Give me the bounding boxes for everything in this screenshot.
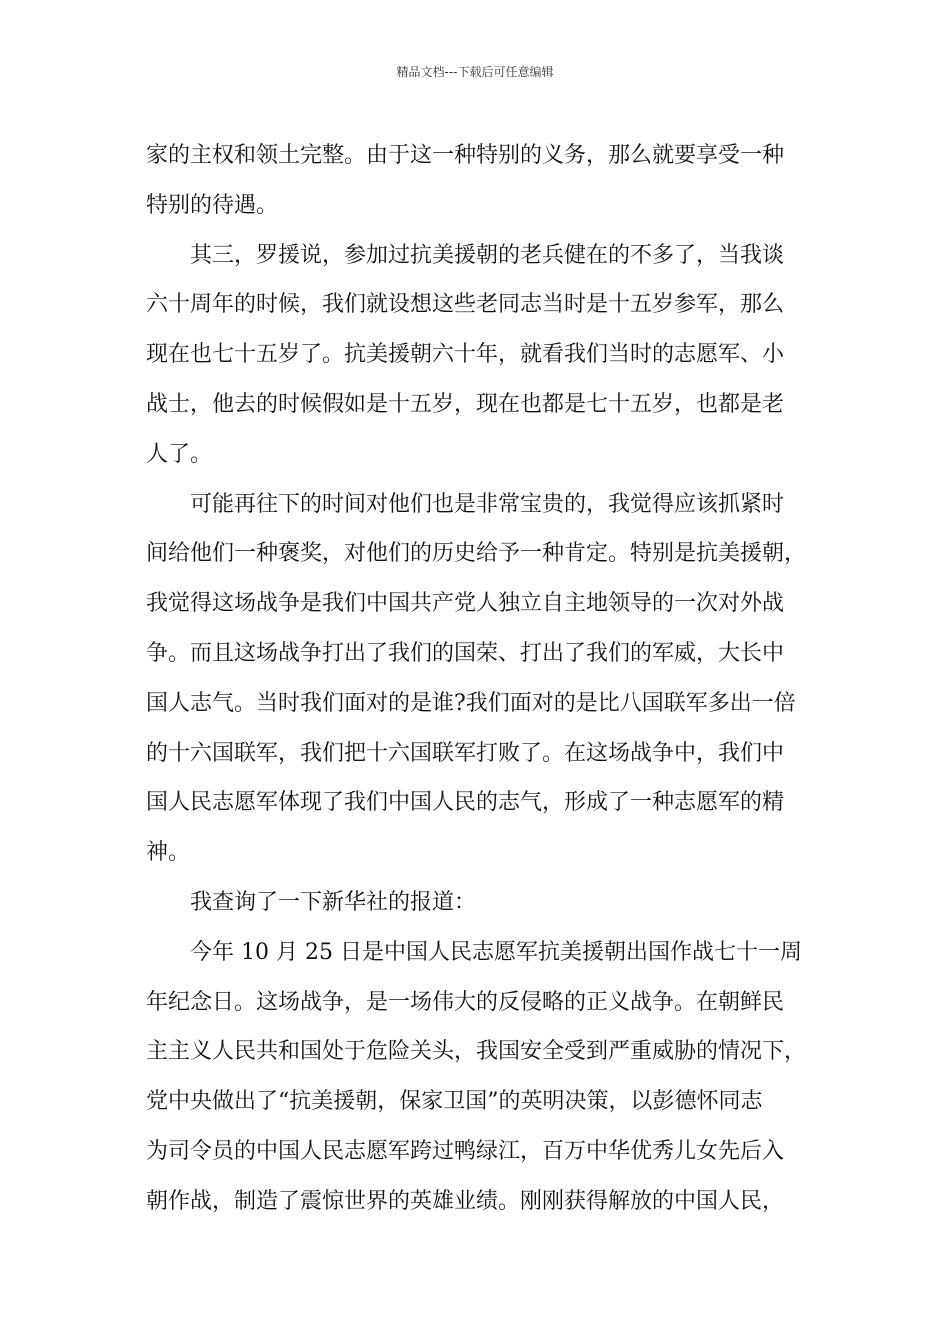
text-line: 国人志气。当时我们面对的是谁?我们面对的是比八国联军多出一倍 [146, 690, 796, 716]
text-line: 今年 10 月 25 日是中国人民志愿军抗美援朝出国作战七十一周 [190, 939, 802, 965]
text-line: 其三，罗援说，参加过抗美援朝的老兵健在的不多了，当我谈 [190, 242, 785, 268]
text-line: 主主义人民共和国处于危险关头，我国安全受到严重威胁的情况下， [146, 1039, 807, 1065]
page-header: 精品文档---下载后可任意编辑 [396, 65, 554, 79]
text-line: 争。而且这场战争打出了我们的国荣、打出了我们的军威，大长中 [146, 640, 785, 666]
text-line: 间给他们一种褒奖，对他们的历史给予一种肯定。特别是抗美援朝， [146, 541, 807, 567]
text-line: 年纪念日。这场战争，是一场伟大的反侵略的正义战争。在朝鲜民 [146, 989, 785, 1015]
document-body [146, 131, 810, 1227]
text-line: 国人民志愿军体现了我们中国人民的志气，形成了一种志愿军的精 [146, 790, 785, 816]
text-line: 我觉得这场战争是我们中国共产党人独立自主地领导的一次对外战 [146, 591, 785, 617]
text-line: 的十六国联军，我们把十六国联军打败了。在这场战争中，我们中 [146, 740, 785, 766]
text-line: 可能再往下的时间对他们也是非常宝贵的，我觉得应该抓紧时 [190, 491, 785, 517]
text-line: 我查询了一下新华社的报道： [190, 889, 477, 915]
text-line: 特别的待遇。 [146, 192, 279, 218]
text-line: 战士，他去的时候假如是十五岁，现在也都是七十五岁，也都是老 [146, 391, 785, 417]
text-line: 人了。 [146, 441, 213, 467]
text-line: 为司令员的中国人民志愿军跨过鸭绿江，百万中华优秀儿女先后入 [146, 1138, 785, 1164]
text-line: 六十周年的时候，我们就设想这些老同志当时是十五岁参军，那么 [146, 292, 785, 318]
text-line: 神。 [146, 840, 191, 866]
text-line: 党中央做出了“抗美援朝，保家卫国”的英明决策，以彭德怀同志 [146, 1089, 763, 1115]
text-line: 现在也七十五岁了。抗美援朝六十年，就看我们当时的志愿军、小 [146, 342, 785, 368]
text-line: 家的主权和领土完整。由于这一种特别的义务，那么就要享受一种 [146, 143, 785, 168]
text-line: 朝作战，制造了震惊世界的英雄业绩。刚刚获得解放的中国人民， [146, 1188, 785, 1214]
